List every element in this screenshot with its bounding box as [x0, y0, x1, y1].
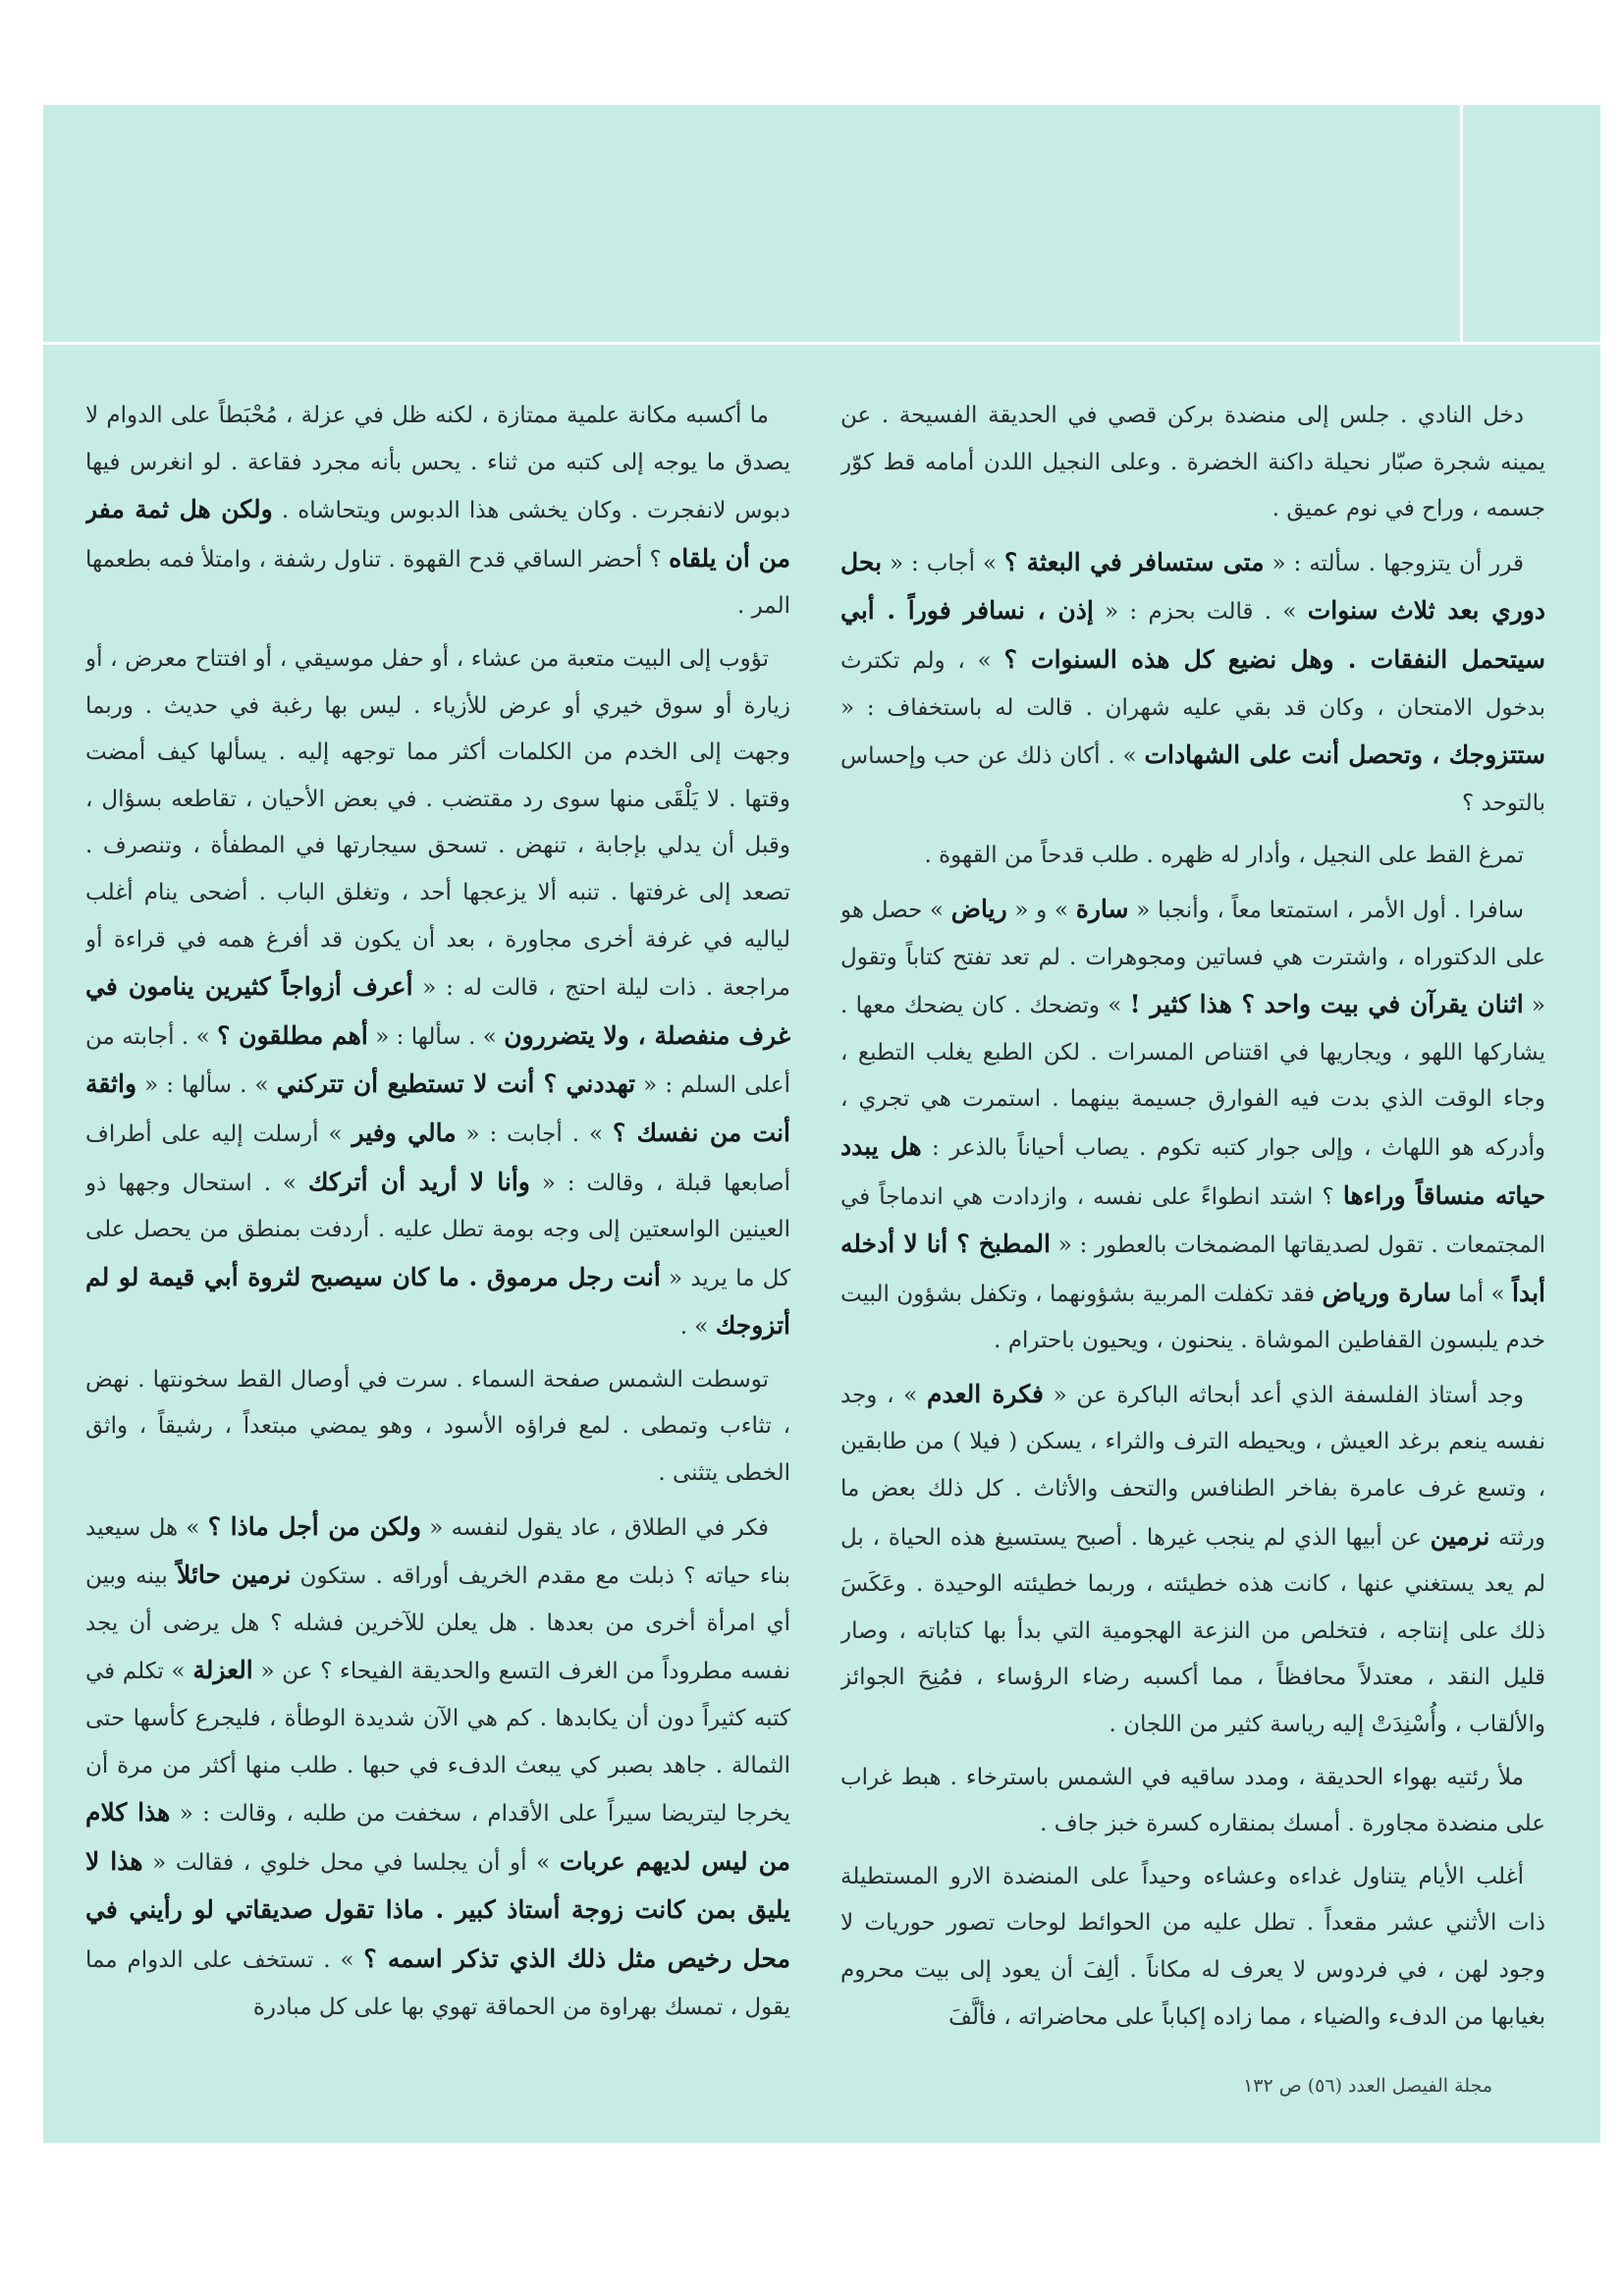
bold-phrase: ولكن من أجل ماذا ؟ — [207, 1511, 421, 1541]
header-vertical-divider — [1460, 102, 1463, 342]
bold-phrase: أعرف أزواجاً كثيرين ينامون في غرف منفصلة ، ولا يتضررون — [85, 972, 790, 1050]
text-run: ملأ رئتيه بهواء الحديقة ، ومدد ساقيه في الشمس باسترخاء . هبط غراب على منضدة مجاورة . أمسك بمنقاره كسرة خبز جاف . — [840, 1764, 1545, 1837]
paragraph — [85, 1503, 790, 2032]
bold-phrase: ولكن هل ثمة مفر من أن يلقاه — [85, 495, 790, 573]
text-run: ؟ اشتد انطواءً على نفسه ، وازدادت هي اندماجاً في المجتمعات . تقول لصديقاتها المضمخات بالعطور : « — [840, 1183, 1545, 1259]
bold-phrase: رياض — [950, 894, 1007, 923]
text-run: سافرا . أول الأمر ، استمتعا معاً ، وأنجبا « — [1128, 897, 1524, 923]
bold-phrase: سارة ورياض — [1322, 1278, 1451, 1307]
text-run: دخل النادي . جلس إلى منضدة بركن قصي في الحديقة الفسيحة . عن يمينه شجرة صبّار نحيلة داكنة الخضرة . وعلى النجيل اللدن أمامه قط كوّر جسمه ، وراح في نوم عميق . — [840, 403, 1545, 522]
paragraph — [85, 1357, 790, 1498]
text-run: قرر أن يتزوجها . سألته : « — [1264, 550, 1524, 576]
bold-phrase: نرمين حائلاً — [177, 1560, 292, 1590]
text-run: » تكلم في كتبه كثيراً دون أن يكابدها . كم هي الآن شديدة الوطأة ، فليجرع كأسها حتى الثمالة . جاهد بصبر كي يبعث الدفء في حبها . طلب منها أكثر من مرة أن يخرجا ليتريضا سيراً على الأقدام ، سخفت من طلبه ، وقالت : « — [85, 1659, 790, 1828]
text-run: وجد أستاذ الفلسفة الذي أعد أبحاثه الباكرة عن « — [1043, 1382, 1525, 1408]
text-run: » ، ولم تكترث بدخول الامتحان ، وكان قد بقي عليه شهران . قالت له باستخفاف : « — [840, 647, 1545, 721]
text-run: » أو أن يجلسا في محل خلوي ، فقالت « — [142, 1849, 560, 1876]
bold-phrase: أنت رجل مرموق . ما كان سيصبح لثروة أبي قيمة لو لم أتزوجك — [85, 1262, 790, 1340]
paragraph — [840, 1854, 1545, 2041]
text-run: أغلب الأيام يتناول غداءه وعشاءه وحيداً على المنضدة الارو المستطيلة ذات الأثني عشر مقعداً . تطل عليه من الحوائط لوحات تصور حوريات لا وجود لهن ، في فردوس لا يعرف له مكاناً . ألِفَ أن يعود إلى بيت محروم بغيابها من الدفء والضياء ، مما زاده إكباباً على محاضراته ، فألَّفَ — [840, 1863, 1545, 2030]
top-divider — [43, 102, 1600, 105]
bold-phrase: ستتزوجك ، وتحصل أنت على الشهادات — [1144, 740, 1545, 770]
text-run: تؤوب إلى البيت متعبة من عشاء ، أو حفل موسيقي ، أو افتتاح معرض ، أو زيارة أو سوق خيري أو عرض للأزياء . ليس بها رغبة في حديث . وربما وجهت إلى الخدم من الكلمات أكثر مما توجهه إليه . يسألها كيف أمضت وقتها . لا يَلْقَى منها سوى رد مقتضب . في بعض الأحيان ، تقاطعه بسؤال ، وقبل أن يدلي بإجابة ، تنهض . تسحق سيجارتها في المطفأة ، وتنصرف . تصعد إلى غرفتها . تنبه ألا يزعجها أحد ، وتغلق الباب . أضحى ينام أغلب لياليه في غرفة أخرى مجاورة ، بعد أن يكون قد أفرغ همه في قراءة أو مراجعة . ذات ليلة احتج ، قالت له : « — [85, 645, 790, 1002]
bold-phrase: هذا كلام من ليس لديهم عربات — [85, 1798, 790, 1876]
text-run: توسطت الشمس صفحة السماء . سرت في أوصال القط سخونتها . نهض ، تثاءب وتمطى . لمع فراؤه الأسود ، وهو يمضي مبتعداً ، رشيقاً ، واثق الخطى يتثنى . — [85, 1366, 790, 1487]
text-run: فكر في الطلاق ، عاد يقول لنفسه « — [421, 1514, 770, 1541]
text-run: » . سألها : « — [367, 1023, 505, 1050]
text-run: » . سألها : « — [136, 1072, 277, 1099]
text-run: ؟ أحضر الساقي قدح القهوة . تناول رشفة ، وامتلأ فمه بطعمها المر . — [85, 546, 790, 620]
paragraph — [840, 393, 1545, 533]
text-run: » . أجابته من أعلى السلم : « — [85, 1023, 790, 1099]
text-run: بينه وبين أي امرأة أخرى من بعدها . هل يعلن للآخرين فشله ؟ هل يرضى أن يجد نفسه مطروداً من الغرف التسع والحديقة الفيحاء ؟ عن « — [85, 1563, 790, 1685]
bold-phrase: المطبخ ؟ أنا لا أدخله أبداً — [840, 1230, 1545, 1307]
text-run: » أجاب : « — [882, 550, 1004, 576]
bold-phrase: مالي وفير — [352, 1118, 457, 1147]
bold-phrase: تهددني ؟ أنت لا تستطيع أن تتركني — [276, 1069, 636, 1099]
text-run: » أما — [1451, 1281, 1513, 1307]
paragraph — [840, 539, 1545, 828]
paragraph — [85, 636, 790, 1351]
bold-phrase: وأنا لا أريد أن أتركك — [307, 1167, 530, 1196]
paragraph — [840, 833, 1545, 880]
text-run: » . أجابت : « — [456, 1121, 613, 1147]
paragraph — [840, 1755, 1545, 1848]
text-run: » . قالت بحزم : « — [1093, 599, 1308, 626]
bold-phrase: متى ستسافر في البعثة ؟ — [1004, 547, 1265, 576]
text-run: عن أبيها الذي لم ينجب غيرها . أصبح يستسيغ هذه الحياة ، بل لم يعد يستغني عنها ، كانت هذه خطيئته ، وربما خطيئته الوحيدة . وعَكَسَ ذلك على إنتاجه ، فتخلص من النزعة الهجومية التي بدأ بها كتاباته ، وصار قليل النقد ، معتدلاً محافظاً ، مما أكسبه رضاء الرؤساء ، فمُنِحَ الجوائز والألقاب ، وأُسْنِدَتْ إليه رياسة كثير من اللجان . — [840, 1524, 1545, 1738]
page-background — [43, 102, 1600, 2143]
text-run: » ، وجد نفسه ينعم برغد العيش ، ويحيطه الترف والثراء ، يسكن ( فيلا ) من طابقين ، وتسع غرف عامرة بفاخر الطنافس والتحف والأثاث . كل ذلك بعض ما ورثته — [840, 1382, 1545, 1551]
paragraph — [840, 1371, 1545, 1749]
bold-phrase: اثنان يقرآن في بيت واحد ؟ هذا كثير ! — [1129, 990, 1524, 1019]
bold-phrase: هل يبدد حياته منساقاً وراءها — [840, 1131, 1545, 1210]
text-run: » . أكان ذلك عن حب وإحساس بالتوحد ؟ — [840, 743, 1545, 816]
text-run: » حصل هو على الدكتوراه ، واشترت هي فساتين ومجوهرات . لم تعد تفتح كتاباً وتقول « — [840, 897, 1545, 1019]
left-column — [85, 393, 790, 2136]
bold-phrase: بحل دوري بعد ثلاث سنوات — [840, 547, 1545, 626]
bold-phrase: إذن ، نسافر فوراً . أبي سيتحمل النفقات . وهل نضيع كل هذه السنوات ؟ — [840, 596, 1545, 674]
bold-phrase: أهم مطلقون ؟ — [217, 1020, 368, 1050]
page-footer: مجلة الفيصل العدد (٥٦) ص ١٣٢ — [1243, 2075, 1492, 2097]
bold-phrase: سارة — [1075, 894, 1129, 923]
bold-phrase: نرمين — [1430, 1521, 1490, 1551]
header-divider — [43, 342, 1600, 345]
text-run: فقد تكفلت المربية بشؤونهما ، وتكفل بشؤون البيت خدم يلبسون القفاطين الموشاة . ينحنون ، ويحيون باحترام . — [840, 1281, 1545, 1354]
text-run: » . استحال وجهها ذو العينين الواسعتين إلى وجه بومة تطل عليه . أردفت بمنطق من يحصل على كل ما يريد « — [85, 1170, 790, 1291]
text-run: » و « — [1006, 897, 1076, 923]
paragraph — [85, 393, 790, 630]
text-run: » . تستخف على الدوام مما يقول ، تمسك بهراوة من الحماقة تهوي بها على كل مبادرة — [85, 1947, 790, 2020]
right-column — [840, 393, 1545, 2136]
bold-phrase: فكرة العدم — [927, 1379, 1044, 1408]
bold-phrase: هذا لا يليق بمن كانت زوجة أستاذ كبير . ماذا تقول صديقاتي لو رأيني في محل رخيص مثل ذلك الذي تذكر اسمه ؟ — [85, 1846, 790, 1973]
bold-phrase: واثقة أنت من نفسك ؟ — [85, 1069, 790, 1147]
text-run: » هل سيعيد بناء حياته ؟ ذبلت مع مقدم الخريف أوراقه . ستكون — [85, 1514, 790, 1590]
text-run: تمرغ القط على النجيل ، وأدار له ظهره . طلب قدحاً من القهوة . — [924, 843, 1524, 869]
text-run: » أرسلت إليه على أطراف أصابعها قبلة ، وقالت : « — [85, 1121, 790, 1196]
bold-phrase: العزلة — [192, 1656, 253, 1685]
text-run: » وتضحك . كان يضحك معها . يشاركها اللهو ، ويجاريها في اقتناص المسرات . لكن الطبع يغلب التطبع ، وجاء الوقت الذي بدت فيه الفوارق جسيمة بينهما . استمرت هي تجري ، وأدركه هو اللهاث ، وإلى جوار كتبه تكوم . يصاب أحياناً بالذعر : — [840, 993, 1545, 1161]
paragraph — [840, 886, 1545, 1365]
text-run: » . — [679, 1314, 716, 1340]
text-run: ما أكسبه مكانة علمية ممتازة ، لكنه ظل في عزلة ، مُحْبَطاً على الدوام لا يصدق ما يوجه إلى كتبه من ثناء . يحس بأنه مجرد فقاعة . لو انغرس فيها دبوس لانفجرت . وكان يخشى هذا الدبوس ويتحاشاه . — [85, 403, 790, 524]
